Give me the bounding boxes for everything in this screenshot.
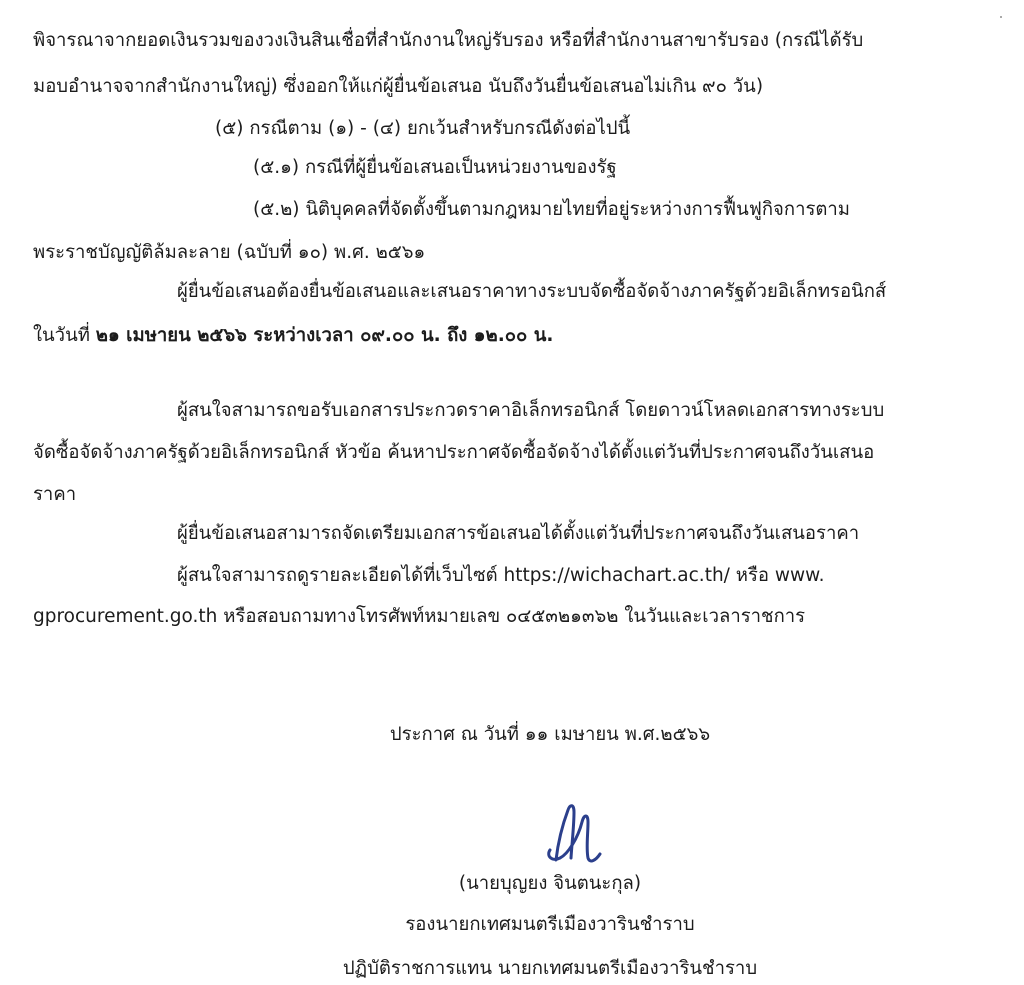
download-instruction-3: ราคา bbox=[33, 484, 77, 505]
website-instruction-1: ผู้สนใจสามารถดูรายละเอียดได้ที่เว็บไซต์ https://wichachart.ac.th/ หรือ www. bbox=[177, 565, 825, 586]
signer-name: (นายบุญยง จินตนะกุล) bbox=[458, 873, 642, 894]
submission-datetime bbox=[33, 323, 553, 349]
download-instruction-1: ผู้สนใจสามารถขอรับเอกสารประกวดราคาอิเล็กทรอนิกส์ โดยดาวน์โหลดเอกสารทางระบบ bbox=[177, 400, 885, 421]
announcement-date: ประกาศ ณ วันที่ ๑๑ เมษายน พ.ศ.๒๕๖๖ bbox=[389, 724, 711, 745]
prepare-instruction: ผู้ยื่นข้อเสนอสามารถจัดเตรียมเอกสารข้อเสนอได้ตั้งแต่วันที่ประกาศจนถึงวันเสนอราคา bbox=[177, 523, 860, 544]
scan-speck bbox=[1000, 16, 1002, 18]
download-instruction-2: จัดซื้อจัดจ้างภาครัฐด้วยอิเล็กทรอนิกส์ หัวข้อ ค้นหาประกาศจัดซื้อจัดจ้างได้ตั้งแต่วันที่ประกาศจนถึงวันเสนอ bbox=[33, 442, 875, 463]
signer-title: รองนายกเทศมนตรีเมืองวารินชำราบ bbox=[405, 914, 695, 935]
submission-instruction: ผู้ยื่นข้อเสนอต้องยื่นข้อเสนอและเสนอราคาทางระบบจัดซื้อจัดจ้างภาครัฐด้วยอิเล็กทรอนิกส์ bbox=[177, 281, 887, 302]
body-line-act: พระราชบัญญัติล้มละลาย (ฉบับที่ ๑๐) พ.ศ. ๒๕๖๑ bbox=[33, 242, 426, 263]
clause-5-2: (๕.๒) นิติบุคคลที่จัดตั้งขึ้นตามกฎหมายไทยที่อยู่ระหว่างการฟื้นฟูกิจการตาม bbox=[253, 199, 851, 220]
website-instruction-2: gprocurement.go.th หรือสอบถามทางโทรศัพท์หมายเลข ๐๔๕๓๒๑๓๖๒ ในวันและเวลาราชการ bbox=[33, 606, 806, 627]
signature-image bbox=[538, 798, 608, 868]
clause-5-1: (๕.๑) กรณีที่ผู้ยื่นข้อเสนอเป็นหน่วยงานของรัฐ bbox=[253, 157, 617, 178]
body-line-2: มอบอำนาจจากสำนักงานใหญ่) ซึ่งออกให้แก่ผู้ยื่นข้อเสนอ นับถึงวันยื่นข้อเสนอไม่เกิน ๙๐ วัน) bbox=[33, 76, 764, 97]
submission-bold: ๒๑ เมษายน ๒๕๖๖ ระหว่างเวลา ๐๙.๐๐ น. ถึง ๑๒.๐๐ น. bbox=[95, 325, 554, 346]
signer-acting: ปฏิบัติราชการแทน นายกเทศมนตรีเมืองวารินชำราบ bbox=[342, 958, 758, 979]
submission-prefix: ในวันที่ bbox=[33, 325, 96, 346]
clause-5: (๕) กรณีตาม (๑) - (๔) ยกเว้นสำหรับกรณีดังต่อไปนี้ bbox=[215, 118, 631, 139]
body-line-1: พิจารณาจากยอดเงินรวมของวงเงินสินเชื่อที่สำนักงานใหญ่รับรอง หรือที่สำนักงานสาขารับรอง (กรณีได้รับ bbox=[33, 30, 864, 51]
